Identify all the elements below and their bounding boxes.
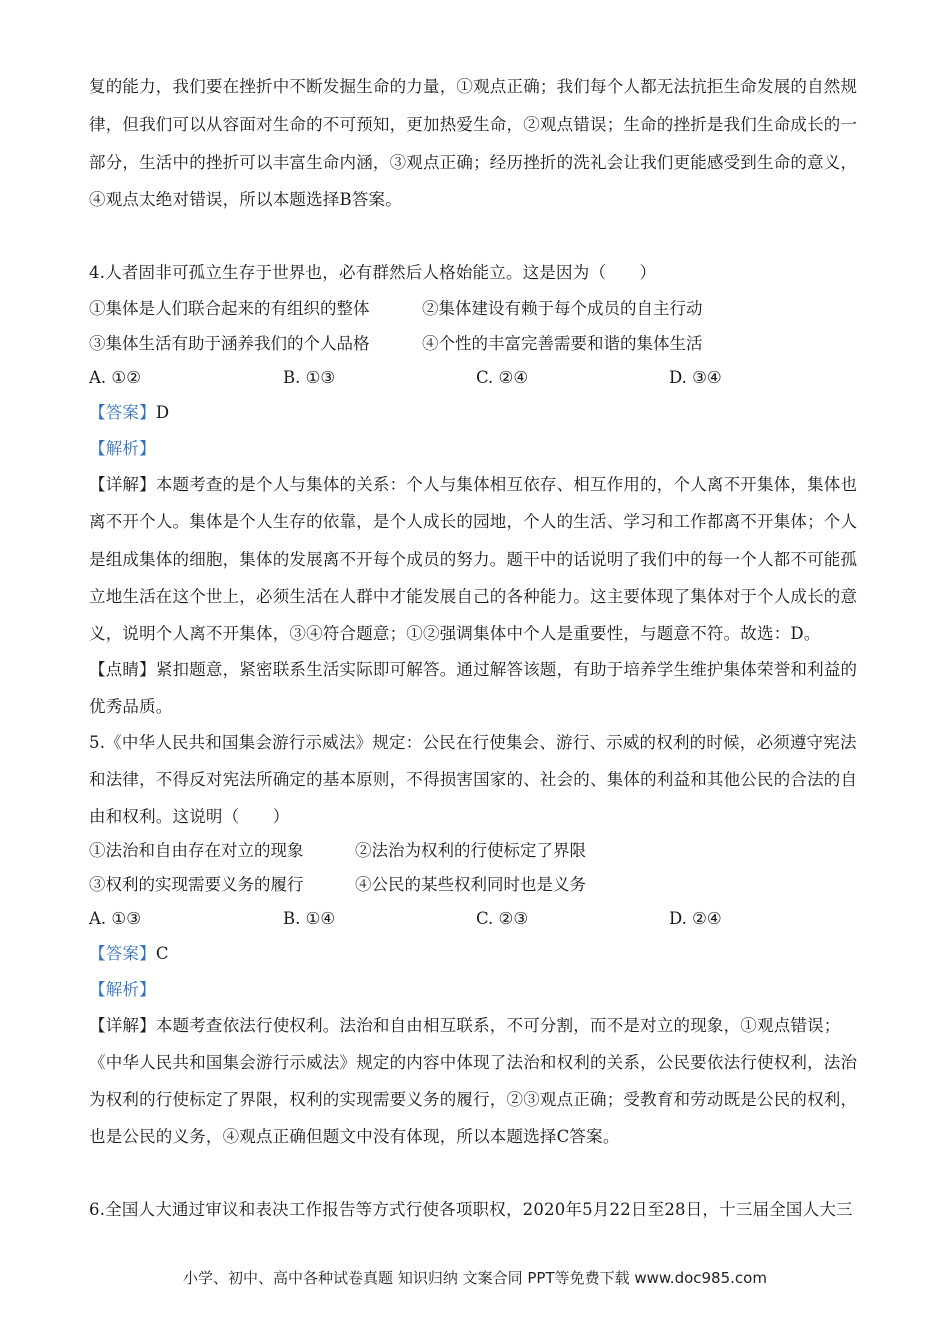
q5-detail-line-3: 为权利的行使标定了界限，权利的实现需要义务的履行，②③观点正确；受教育和劳动既是公民的权利， bbox=[89, 1090, 858, 1109]
q5-answer-tag: 【答案】 bbox=[89, 944, 156, 963]
q4-tip-tag: 【点睛】 bbox=[89, 660, 156, 679]
q5-analysis bbox=[89, 979, 156, 1001]
intro-line-1: 复的能力，我们要在挫折中不断发掘生命的力量，①观点正确；我们每个人都无法抗拒生命发展的自然规 bbox=[89, 77, 858, 96]
q5-detail-tag: 【详解】 bbox=[89, 1016, 156, 1035]
q5-answer bbox=[89, 943, 169, 965]
q5-analysis-tag: 【解析】 bbox=[89, 980, 156, 999]
q5-choice-d: D. ②④ bbox=[669, 909, 722, 928]
q4-statement-4: ④个性的丰富完善需要和谐的集体生活 bbox=[422, 334, 703, 353]
q5-detail-line-1 bbox=[89, 1015, 841, 1037]
q5-stem-line-2: 和法律，不得反对宪法所确定的基本原则，不得损害国家的、社会的、集体的利益和其他公民的合法的自 bbox=[89, 770, 858, 789]
q5-detail-text-1: 本题考查依法行使权利。法治和自由相互联系，不可分割，而不是对立的现象，①观点错误； bbox=[155, 1016, 841, 1035]
q4-detail-tag: 【详解】 bbox=[89, 475, 156, 494]
q4-choice-d: D. ③④ bbox=[669, 368, 722, 387]
q4-detail-line-1 bbox=[89, 474, 857, 496]
intro-line-2: 律，但我们可以从容面对生命的不可预知，更加热爱生命，②观点错误；生命的挫折是我们生命成长的一 bbox=[89, 115, 858, 134]
q5-detail-line-4: 也是公民的义务，④观点正确但题文中没有体现，所以本题选择C答案。 bbox=[89, 1127, 620, 1146]
q4-tip-text-1: 紧扣题意，紧密联系生活实际即可解答。通过解答该题，有助于培养学生维护集体荣誉和利益的 bbox=[155, 660, 858, 679]
q4-stem: 4.人者固非可孤立生存于世界也，必有群然后人格始能立。这是因为（ ） bbox=[89, 263, 657, 282]
q4-detail-text-1: 本题考查的是个人与集体的关系：个人与集体相互依存、相互作用的，个人离不开集体，集体也 bbox=[155, 475, 858, 494]
q4-tip-line-1 bbox=[89, 659, 857, 681]
page-footer: 小学、初中、高中各种试卷真题 知识归纳 文案合同 PPT等免费下载 www.doc985.com bbox=[183, 1269, 767, 1287]
q4-statement-3: ③集体生活有助于涵养我们的个人品格 bbox=[89, 334, 370, 353]
q4-answer-tag: 【答案】 bbox=[89, 403, 156, 422]
q5-choice-c: C. ②③ bbox=[476, 909, 529, 928]
q4-tip-line-2: 优秀品质。 bbox=[89, 697, 173, 716]
intro-line-4: ④观点太绝对错误，所以本题选择B答案。 bbox=[89, 190, 402, 209]
q4-statement-2: ②集体建设有赖于每个成员的自主行动 bbox=[422, 299, 703, 318]
q4-statement-1: ①集体是人们联合起来的有组织的整体 bbox=[89, 299, 370, 318]
q5-stem-line-1: 5.《中华人民共和国集会游行示威法》规定：公民在行使集会、游行、示威的权利的时候，必须遵守宪法 bbox=[89, 733, 857, 752]
q4-choice-b: B. ①③ bbox=[283, 368, 336, 387]
q4-answer bbox=[89, 402, 169, 424]
q4-detail-line-5: 义，说明个人离不开集体，③④符合题意；①②强调集体中个人是重要性，与题意不符。故选：D。 bbox=[89, 624, 821, 643]
q4-detail-line-3: 是组成集体的细胞，集体的发展离不开每个成员的努力。题干中的话说明了我们中的每一个人都不可能孤 bbox=[89, 550, 858, 569]
q5-answer-value: C bbox=[155, 944, 169, 963]
q4-detail-line-4: 立地生活在这个世上，必须生活在人群中才能发展自己的各种能力。这主要体现了集体对于个人成长的意 bbox=[89, 587, 858, 606]
q5-statement-1: ①法治和自由存在对立的现象 bbox=[89, 841, 304, 860]
q4-answer-value: D bbox=[155, 403, 170, 422]
q5-choice-a: A. ①③ bbox=[89, 909, 141, 928]
q4-analysis-tag: 【解析】 bbox=[89, 439, 156, 458]
q5-detail-line-2: 《中华人民共和国集会游行示威法》规定的内容中体现了法治和权利的关系，公民要依法行使权利，法治 bbox=[89, 1053, 858, 1072]
intro-line-3: 部分，生活中的挫折可以丰富生命内涵，③观点正确；经历挫折的洗礼会让我们更能感受到生命的意义， bbox=[89, 153, 858, 172]
q5-stem-line-3: 由和权利。这说明（ ） bbox=[89, 807, 290, 826]
q4-choice-a: A. ①② bbox=[89, 368, 141, 387]
q4-detail-line-2: 离不开个人。集体是个人生存的依靠，是个人成长的园地，个人的生活、学习和工作都离不开集体；个人 bbox=[89, 512, 858, 531]
q5-statement-2: ②法治为权利的行使标定了界限 bbox=[355, 841, 586, 860]
q5-choice-b: B. ①④ bbox=[283, 909, 336, 928]
q4-analysis bbox=[89, 438, 156, 460]
q6-stem: 6.全国人大通过审议和表决工作报告等方式行使各项职权，2020年5月22日至28日，十三届全国人大三 bbox=[89, 1200, 853, 1219]
q5-statement-4: ④公民的某些权利同时也是义务 bbox=[355, 875, 586, 894]
q4-choice-c: C. ②④ bbox=[476, 368, 529, 387]
q5-statement-3: ③权利的实现需要义务的履行 bbox=[89, 875, 304, 894]
